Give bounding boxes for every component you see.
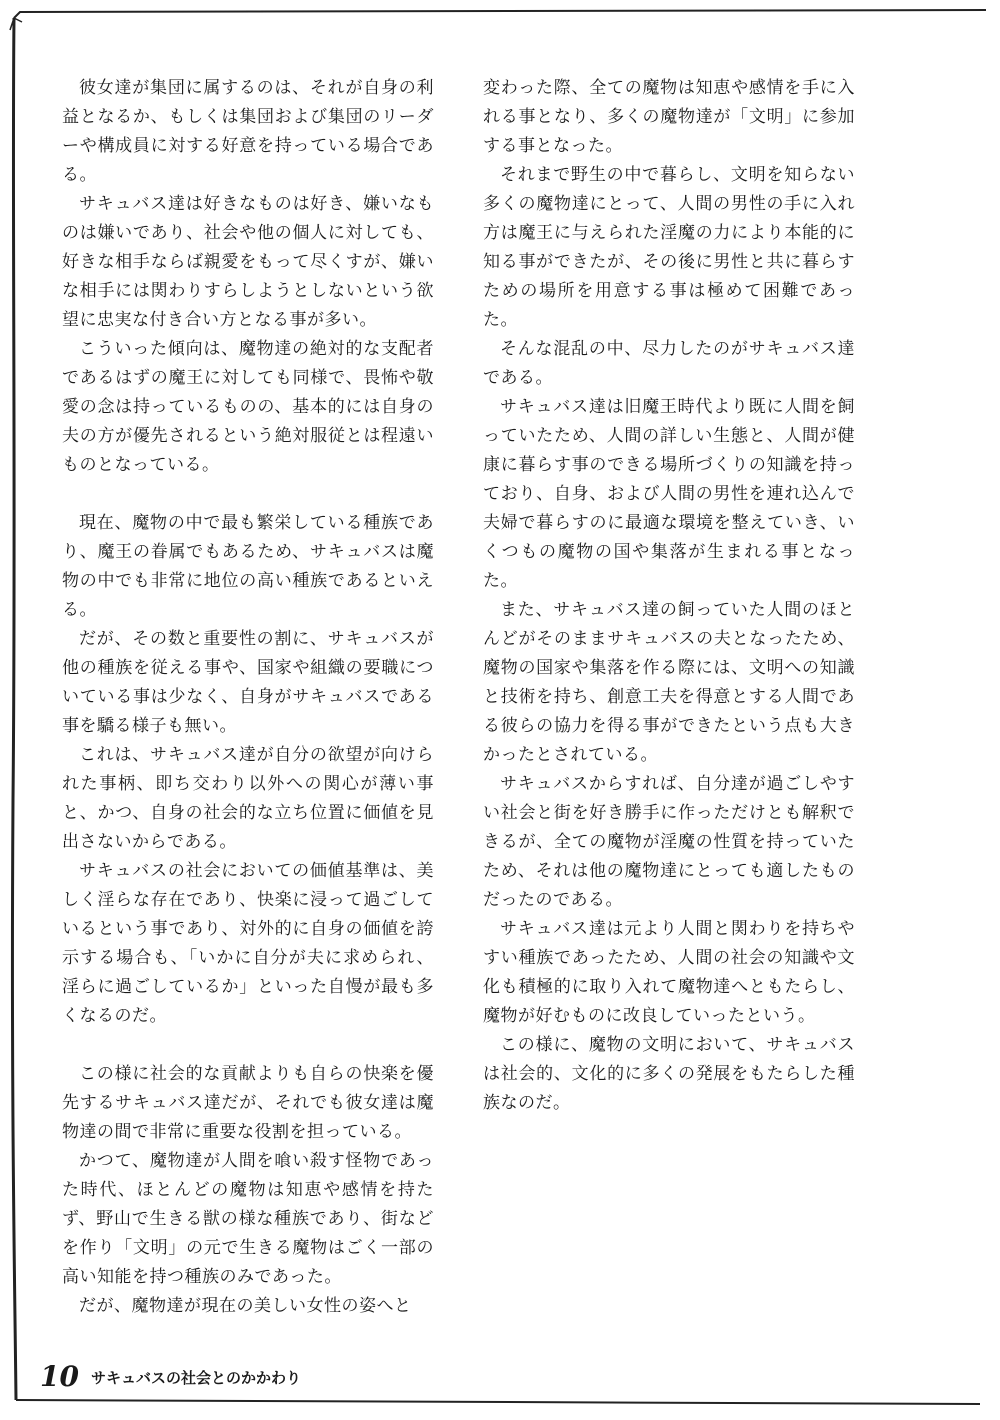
paragraph: また、サキュバス達の飼っていた人間のほとんどがそのままサキュバスの夫となったため、魔物の国家や集落を作る際には、文明への知識と技術を持ち、創意工夫を得意とする人間である彼らの協力を得る事ができたという点も大きかったとされている。 — [483, 600, 855, 765]
paragraph: 現在、魔物の中で最も繁栄している種族であり、魔王の眷属でもあるため、サキュバスは魔物の中でも非常に地位の高い種族であるといえる。 — [62, 513, 434, 620]
paragraph: 彼女達が集団に属するのは、それが自身の利益となるか、もしくは集団および集団のリーダーや構成員に対する好意を持っている場合である。 — [62, 78, 434, 185]
paragraph: サキュバスの社会においての価値基準は、美しく淫らな存在であり、快楽に浸って過ごしているという事であり、対外的に自身の価値を誇示する場合も、「いかに自分が夫に求められ、淫らに過ごしているか」といった自慢が最も多くなるのだ。 — [62, 861, 434, 1026]
paragraph: こういった傾向は、魔物達の絶対的な支配者であるはずの魔王に対しても同様で、畏怖や敬愛の念は持っているものの、基本的には自身の夫の方が優先されるという絶対服従とは程遠いものとなっている。 — [62, 339, 434, 475]
paragraph: かつて、魔物達が人間を喰い殺す怪物であった時代、ほとんどの魔物は知恵や感情を持たず、野山で生きる獣の様な種族であり、街などを作り「文明」の元で生きる魔物はごく一部の高い知能を持つ種族のみであった。 — [62, 1151, 434, 1287]
paragraph: サキュバス達は好きなものは好き、嫌いなものは嫌いであり、社会や他の個人に対しても、好きな相手ならば親愛をもって尽くすが、嫌いな相手には関わりすらしようとしないという欲望に忠実な付き合い方となる事が多い。 — [62, 194, 434, 330]
page-footer — [40, 1356, 301, 1392]
chapter-title: サキュバスの社会とのかかわり — [90, 1369, 301, 1387]
paragraph: サキュバス達は旧魔王時代より既に人間を飼っていたため、人間の詳しい生態と、人間が健康に暮らす事のできる場所づくりの知識を持っており、自身、および人間の男性を連れ込んで夫婦で暮らすのに最適な環境を整えていき、いくつもの魔物の国や集落が生まれる事となった。 — [483, 397, 855, 591]
left-column — [62, 74, 434, 1321]
paragraph: サキュバス達は元より人間と関わりを持ちやすい種族であったため、人間の社会の知識や文化も積極的に取り入れて魔物達へともたらし、魔物が好むものに改良していったという。 — [483, 919, 855, 1026]
paragraph: だが、その数と重要性の割に、サキュバスが他の種族を従える事や、国家や組織の要職についている事は少なく、自身がサキュバスである事を驕る様子も無い。 — [62, 629, 434, 736]
right-column — [483, 74, 855, 1118]
page-number: 10 — [40, 1360, 79, 1393]
paragraph: だが、魔物達が現在の美しい女性の姿へと — [79, 1296, 412, 1316]
paragraph: 変わった際、全ての魔物は知恵や感情を手に入れる事となり、多くの魔物達が「文明」に参加する事となった。 — [483, 78, 855, 156]
paragraph: そんな混乱の中、尽力したのがサキュバス達である。 — [483, 339, 855, 388]
paragraph: それまで野生の中で暮らし、文明を知らない多くの魔物達にとって、人間の男性の手に入れ方は魔王に与えられた淫魔の力により本能的に知る事ができたが、その後に男性と共に暮らすための場所を用意する事は極めて困難であった。 — [483, 165, 855, 330]
paragraph: サキュバスからすれば、自分達が過ごしやすい社会と街を好き勝手に作っただけとも解釈できるが、全ての魔物が淫魔の性質を持っていたため、それは他の魔物達にとっても適したものだったのである。 — [483, 774, 855, 910]
paragraph: この様に、魔物の文明において、サキュバスは社会的、文化的に多くの発展をもたらした種族なのだ。 — [483, 1035, 855, 1113]
paragraph: この様に社会的な貢献よりも自らの快楽を優先するサキュバス達だが、それでも彼女達は魔物達の間で非常に重要な役割を担っている。 — [62, 1064, 434, 1142]
paragraph: これは、サキュバス達が自分の欲望が向けられた事柄、即ち交わり以外への関心が薄い事と、かつ、自身の社会的な立ち位置に価値を見出さないからである。 — [62, 745, 434, 852]
